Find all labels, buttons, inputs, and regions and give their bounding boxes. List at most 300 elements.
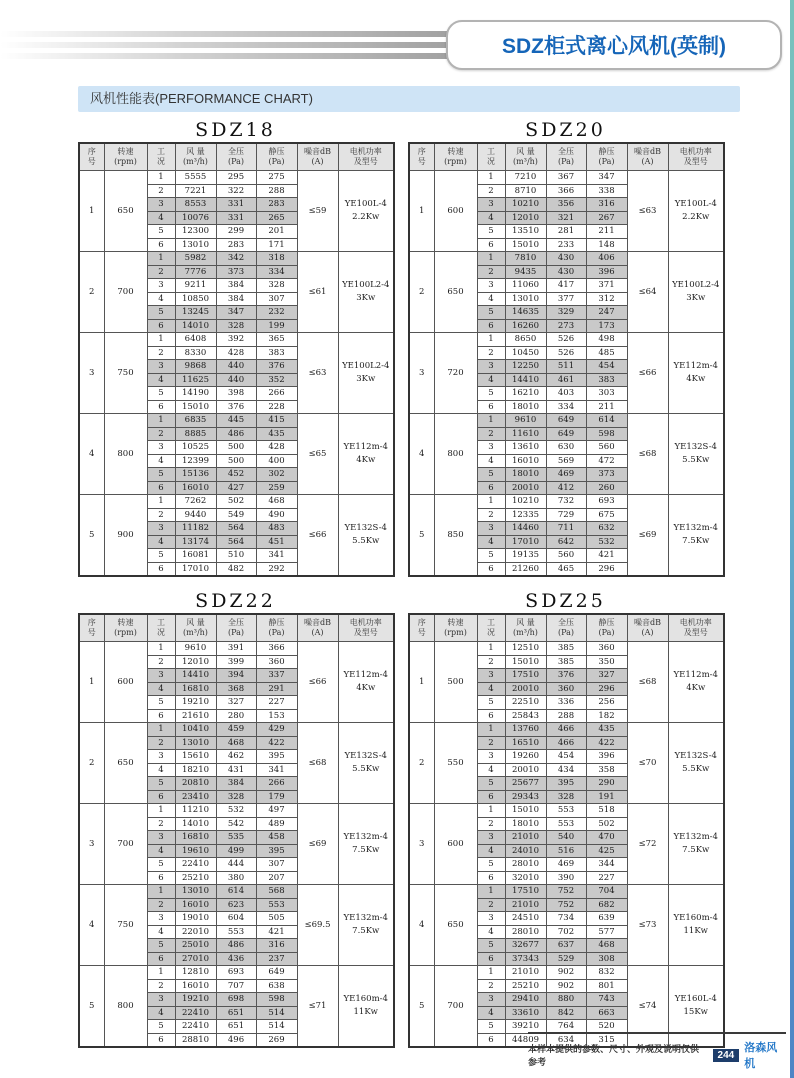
total-pressure-cell: 465	[546, 562, 586, 576]
noise-cell: ≤71	[297, 966, 338, 1048]
airflow-cell: 8650	[505, 333, 546, 347]
condition-cell: 6	[477, 709, 505, 723]
column-header: 静压 (Pa)	[256, 143, 297, 171]
total-pressure-cell: 649	[546, 414, 586, 428]
static-pressure-cell: 260	[586, 481, 627, 495]
total-pressure-cell: 376	[546, 669, 586, 683]
condition-cell: 3	[147, 669, 175, 683]
serial-cell: 1	[79, 642, 104, 723]
total-pressure-cell: 281	[546, 225, 586, 239]
column-header: 序 号	[79, 143, 104, 171]
airflow-cell: 12335	[505, 508, 546, 522]
total-pressure-cell: 651	[216, 1006, 256, 1020]
condition-cell: 4	[477, 844, 505, 858]
static-pressure-cell: 182	[586, 709, 627, 723]
noise-cell: ≤66	[627, 333, 668, 414]
airflow-cell: 12510	[505, 642, 546, 656]
static-pressure-cell: 518	[586, 804, 627, 818]
total-pressure-cell: 734	[546, 912, 586, 926]
motor-cell: YE100L-4 2.2Kw	[668, 171, 724, 252]
condition-cell: 6	[477, 238, 505, 252]
condition-cell: 6	[147, 790, 175, 804]
airflow-cell: 12810	[175, 966, 216, 980]
static-pressure-cell: 421	[586, 549, 627, 563]
condition-cell: 4	[477, 292, 505, 306]
column-header: 静压 (Pa)	[586, 614, 627, 642]
condition-cell: 3	[147, 441, 175, 455]
column-header: 电机功率 及型号	[668, 143, 724, 171]
table-row	[409, 885, 724, 899]
airflow-cell: 17010	[505, 535, 546, 549]
static-pressure-cell: 639	[586, 912, 627, 926]
static-pressure-cell: 435	[256, 427, 297, 441]
total-pressure-cell: 542	[216, 817, 256, 831]
static-pressure-cell: 337	[256, 669, 297, 683]
static-pressure-cell: 532	[586, 535, 627, 549]
airflow-cell: 19260	[505, 750, 546, 764]
airflow-cell: 17510	[505, 885, 546, 899]
static-pressure-cell: 649	[256, 966, 297, 980]
condition-cell: 4	[147, 373, 175, 387]
static-pressure-cell: 266	[256, 387, 297, 401]
condition-cell: 5	[147, 858, 175, 872]
condition-cell: 5	[147, 468, 175, 482]
total-pressure-cell: 752	[546, 898, 586, 912]
condition-cell: 2	[147, 346, 175, 360]
total-pressure-cell: 469	[546, 468, 586, 482]
column-header: 风 量 (m³/h)	[505, 614, 546, 642]
motor-cell: YE132S-4 5.5Kw	[668, 414, 724, 495]
total-pressure-cell: 445	[216, 414, 256, 428]
airflow-cell: 15136	[175, 468, 216, 482]
condition-cell: 1	[477, 966, 505, 980]
airflow-cell: 12010	[505, 211, 546, 225]
airflow-cell: 16510	[505, 736, 546, 750]
static-pressure-cell: 693	[586, 495, 627, 509]
airflow-cell: 14190	[175, 387, 216, 401]
total-pressure-cell: 440	[216, 360, 256, 374]
static-pressure-cell: 288	[256, 184, 297, 198]
condition-cell: 2	[477, 184, 505, 198]
total-pressure-cell: 540	[546, 831, 586, 845]
motor-cell: YE160m-4 11Kw	[338, 966, 394, 1048]
table-row	[409, 171, 724, 185]
total-pressure-cell: 604	[216, 912, 256, 926]
condition-cell: 4	[147, 844, 175, 858]
airflow-cell: 13010	[505, 292, 546, 306]
condition-cell: 5	[477, 939, 505, 953]
static-pressure-cell: 191	[586, 790, 627, 804]
airflow-cell: 7776	[175, 265, 216, 279]
noise-cell: ≤68	[627, 642, 668, 723]
airflow-cell: 16010	[175, 481, 216, 495]
condition-cell: 5	[477, 777, 505, 791]
airflow-cell: 9440	[175, 508, 216, 522]
static-pressure-cell: 514	[256, 1020, 297, 1034]
airflow-cell: 19010	[175, 912, 216, 926]
static-pressure-cell: 312	[586, 292, 627, 306]
static-pressure-cell: 341	[256, 549, 297, 563]
total-pressure-cell: 707	[216, 979, 256, 993]
noise-cell: ≤68	[627, 414, 668, 495]
condition-cell: 4	[477, 211, 505, 225]
static-pressure-cell: 211	[586, 225, 627, 239]
total-pressure-cell: 614	[216, 885, 256, 899]
condition-cell: 3	[477, 360, 505, 374]
airflow-cell: 28010	[505, 858, 546, 872]
total-pressure-cell: 430	[546, 265, 586, 279]
static-pressure-cell: 682	[586, 898, 627, 912]
condition-cell: 6	[477, 871, 505, 885]
static-pressure-cell: 232	[256, 306, 297, 320]
airflow-cell: 25210	[505, 979, 546, 993]
airflow-cell: 25677	[505, 777, 546, 791]
airflow-cell: 20810	[175, 777, 216, 791]
airflow-cell: 15610	[175, 750, 216, 764]
total-pressure-cell: 499	[216, 844, 256, 858]
total-pressure-cell: 482	[216, 562, 256, 576]
airflow-cell: 14410	[505, 373, 546, 387]
motor-cell: YE112m-4 4Kw	[338, 642, 394, 723]
static-pressure-cell: 435	[586, 723, 627, 737]
airflow-cell: 25843	[505, 709, 546, 723]
total-pressure-cell: 500	[216, 454, 256, 468]
airflow-cell: 10410	[175, 723, 216, 737]
column-header: 噪音dB (A)	[627, 143, 668, 171]
static-pressure-cell: 400	[256, 454, 297, 468]
static-pressure-cell: 568	[256, 885, 297, 899]
noise-cell: ≤59	[297, 171, 338, 252]
static-pressure-cell: 296	[586, 562, 627, 576]
static-pressure-cell: 247	[586, 306, 627, 320]
condition-cell: 4	[147, 925, 175, 939]
airflow-cell: 13245	[175, 306, 216, 320]
total-pressure-cell: 693	[216, 966, 256, 980]
total-pressure-cell: 842	[546, 1006, 586, 1020]
total-pressure-cell: 328	[216, 790, 256, 804]
total-pressure-cell: 549	[216, 508, 256, 522]
condition-cell: 2	[147, 655, 175, 669]
total-pressure-cell: 902	[546, 979, 586, 993]
total-pressure-cell: 399	[216, 655, 256, 669]
condition-cell: 5	[477, 306, 505, 320]
column-header: 工 况	[477, 143, 505, 171]
serial-cell: 4	[409, 885, 434, 966]
total-pressure-cell: 752	[546, 885, 586, 899]
condition-cell: 5	[147, 1020, 175, 1034]
motor-cell: YE132m-4 7.5Kw	[668, 495, 724, 577]
airflow-cell: 16010	[175, 898, 216, 912]
static-pressure-cell: 328	[256, 279, 297, 293]
rpm-cell: 900	[104, 495, 147, 577]
static-pressure-cell: 396	[586, 265, 627, 279]
static-pressure-cell: 318	[256, 252, 297, 266]
performance-table	[78, 613, 395, 1048]
airflow-cell: 11625	[175, 373, 216, 387]
airflow-cell: 20010	[505, 763, 546, 777]
condition-cell: 3	[147, 279, 175, 293]
noise-cell: ≤63	[627, 171, 668, 252]
motor-cell: YE112m-4 4Kw	[668, 642, 724, 723]
serial-cell: 4	[79, 885, 104, 966]
table-title: SDZ20	[525, 119, 606, 141]
airflow-cell: 29410	[505, 993, 546, 1007]
table-title: SDZ25	[525, 590, 606, 612]
static-pressure-cell: 577	[586, 925, 627, 939]
rpm-cell: 500	[434, 642, 477, 723]
total-pressure-cell: 368	[216, 682, 256, 696]
total-pressure-cell: 328	[546, 790, 586, 804]
column-header: 序 号	[409, 614, 434, 642]
static-pressure-cell: 396	[586, 750, 627, 764]
condition-cell: 4	[477, 535, 505, 549]
condition-cell: 1	[477, 252, 505, 266]
airflow-cell: 22010	[175, 925, 216, 939]
airflow-cell: 12300	[175, 225, 216, 239]
airflow-cell: 8710	[505, 184, 546, 198]
motor-cell: YE100L2-4 3Kw	[338, 252, 394, 333]
condition-cell: 5	[477, 387, 505, 401]
static-pressure-cell: 383	[586, 373, 627, 387]
table-row	[79, 495, 394, 509]
column-header: 噪音dB (A)	[297, 614, 338, 642]
condition-cell: 4	[477, 682, 505, 696]
static-pressure-cell: 201	[256, 225, 297, 239]
condition-cell: 2	[477, 736, 505, 750]
column-header: 静压 (Pa)	[256, 614, 297, 642]
total-pressure-cell: 280	[216, 709, 256, 723]
static-pressure-cell: 316	[256, 939, 297, 953]
static-pressure-cell: 173	[586, 319, 627, 333]
static-pressure-cell: 179	[256, 790, 297, 804]
condition-cell: 6	[147, 709, 175, 723]
rpm-cell: 550	[434, 723, 477, 804]
condition-cell: 3	[477, 441, 505, 455]
column-header: 工 况	[147, 143, 175, 171]
static-pressure-cell: 207	[256, 871, 297, 885]
static-pressure-cell: 422	[256, 736, 297, 750]
condition-cell: 4	[147, 763, 175, 777]
total-pressure-cell: 322	[216, 184, 256, 198]
column-header: 静压 (Pa)	[586, 143, 627, 171]
condition-cell: 4	[477, 763, 505, 777]
airflow-cell: 5555	[175, 171, 216, 185]
total-pressure-cell: 623	[216, 898, 256, 912]
static-pressure-cell: 502	[586, 817, 627, 831]
airflow-cell: 39210	[505, 1020, 546, 1034]
static-pressure-cell: 505	[256, 912, 297, 926]
condition-cell: 2	[477, 265, 505, 279]
airflow-cell: 16810	[175, 682, 216, 696]
serial-cell: 4	[409, 414, 434, 495]
motor-cell: YE100L2-4 3Kw	[668, 252, 724, 333]
static-pressure-cell: 638	[256, 979, 297, 993]
airflow-cell: 25010	[175, 939, 216, 953]
noise-cell: ≤68	[297, 723, 338, 804]
static-pressure-cell: 237	[256, 952, 297, 966]
airflow-cell: 21610	[175, 709, 216, 723]
static-pressure-cell: 275	[256, 171, 297, 185]
condition-cell: 6	[147, 400, 175, 414]
serial-cell: 5	[409, 966, 434, 1048]
airflow-cell: 12399	[175, 454, 216, 468]
static-pressure-cell: 483	[256, 522, 297, 536]
brand-name: 洛森风机	[744, 1042, 778, 1070]
motor-cell: YE132m-4 7.5Kw	[668, 804, 724, 885]
condition-cell: 5	[147, 939, 175, 953]
total-pressure-cell: 334	[546, 400, 586, 414]
airflow-cell: 6835	[175, 414, 216, 428]
airflow-cell: 29343	[505, 790, 546, 804]
static-pressure-cell: 458	[256, 831, 297, 845]
condition-cell: 1	[147, 414, 175, 428]
total-pressure-cell: 553	[546, 817, 586, 831]
table-row	[79, 885, 394, 899]
column-header: 全压 (Pa)	[546, 614, 586, 642]
condition-cell: 2	[147, 898, 175, 912]
total-pressure-cell: 502	[216, 495, 256, 509]
static-pressure-cell: 365	[256, 333, 297, 347]
static-pressure-cell: 171	[256, 238, 297, 252]
header-row	[79, 614, 394, 642]
total-pressure-cell: 356	[546, 198, 586, 212]
streak-line	[0, 31, 466, 37]
airflow-cell: 13760	[505, 723, 546, 737]
static-pressure-cell: 358	[586, 763, 627, 777]
condition-cell: 6	[477, 952, 505, 966]
total-pressure-cell: 390	[546, 871, 586, 885]
total-pressure-cell: 367	[546, 171, 586, 185]
airflow-cell: 22410	[175, 1006, 216, 1020]
condition-cell: 1	[477, 804, 505, 818]
column-header: 序 号	[409, 143, 434, 171]
total-pressure-cell: 649	[546, 427, 586, 441]
total-pressure-cell: 427	[216, 481, 256, 495]
airflow-cell: 13010	[175, 238, 216, 252]
static-pressure-cell: 371	[586, 279, 627, 293]
total-pressure-cell: 321	[546, 211, 586, 225]
column-header: 噪音dB (A)	[297, 143, 338, 171]
static-pressure-cell: 153	[256, 709, 297, 723]
airflow-cell: 13610	[505, 441, 546, 455]
total-pressure-cell: 283	[216, 238, 256, 252]
condition-cell: 3	[147, 993, 175, 1007]
static-pressure-cell: 472	[586, 454, 627, 468]
table-row	[79, 966, 394, 980]
airflow-cell: 14010	[175, 817, 216, 831]
static-pressure-cell: 428	[256, 441, 297, 455]
motor-cell: YE132S-4 5.5Kw	[668, 723, 724, 804]
condition-cell: 5	[147, 696, 175, 710]
condition-cell: 4	[147, 292, 175, 306]
static-pressure-cell: 227	[256, 696, 297, 710]
airflow-cell: 10210	[505, 495, 546, 509]
static-pressure-cell: 663	[586, 1006, 627, 1020]
total-pressure-cell: 732	[546, 495, 586, 509]
total-pressure-cell: 516	[546, 844, 586, 858]
condition-cell: 3	[147, 912, 175, 926]
total-pressure-cell: 535	[216, 831, 256, 845]
table-section-sdz25	[408, 591, 723, 1048]
airflow-cell: 16010	[175, 979, 216, 993]
rpm-cell: 600	[434, 804, 477, 885]
static-pressure-cell: 347	[586, 171, 627, 185]
condition-cell: 5	[147, 549, 175, 563]
static-pressure-cell: 383	[256, 346, 297, 360]
airflow-cell: 6408	[175, 333, 216, 347]
total-pressure-cell: 395	[546, 777, 586, 791]
airflow-cell: 19210	[175, 993, 216, 1007]
noise-cell: ≤63	[297, 333, 338, 414]
static-pressure-cell: 256	[586, 696, 627, 710]
static-pressure-cell: 360	[586, 642, 627, 656]
total-pressure-cell: 466	[546, 736, 586, 750]
airflow-cell: 20010	[505, 682, 546, 696]
column-header: 序 号	[79, 614, 104, 642]
total-pressure-cell: 431	[216, 763, 256, 777]
noise-cell: ≤66	[297, 495, 338, 577]
static-pressure-cell: 283	[256, 198, 297, 212]
static-pressure-cell: 296	[586, 682, 627, 696]
column-header: 全压 (Pa)	[216, 614, 256, 642]
column-header: 电机功率 及型号	[338, 143, 394, 171]
static-pressure-cell: 560	[586, 441, 627, 455]
rpm-cell: 650	[434, 885, 477, 966]
rpm-cell: 600	[434, 171, 477, 252]
column-header: 工 况	[477, 614, 505, 642]
noise-cell: ≤72	[627, 804, 668, 885]
condition-cell: 1	[147, 804, 175, 818]
total-pressure-cell: 288	[546, 709, 586, 723]
static-pressure-cell: 269	[256, 1033, 297, 1047]
airflow-cell: 19135	[505, 549, 546, 563]
condition-cell: 3	[477, 912, 505, 926]
table-row	[79, 804, 394, 818]
table-row	[79, 171, 394, 185]
noise-cell: ≤66	[297, 642, 338, 723]
condition-cell: 6	[147, 319, 175, 333]
performance-table	[408, 142, 725, 577]
rpm-cell: 650	[104, 171, 147, 252]
condition-cell: 6	[147, 952, 175, 966]
column-header: 电机功率 及型号	[338, 614, 394, 642]
motor-cell: YE132S-4 5.5Kw	[338, 495, 394, 577]
airflow-cell: 21010	[505, 831, 546, 845]
static-pressure-cell: 415	[256, 414, 297, 428]
total-pressure-cell: 327	[216, 696, 256, 710]
total-pressure-cell: 642	[546, 535, 586, 549]
total-pressure-cell: 444	[216, 858, 256, 872]
total-pressure-cell: 902	[546, 966, 586, 980]
static-pressure-cell: 498	[586, 333, 627, 347]
static-pressure-cell: 429	[256, 723, 297, 737]
table-row	[79, 414, 394, 428]
airflow-cell: 18010	[505, 400, 546, 414]
condition-cell: 2	[477, 898, 505, 912]
total-pressure-cell: 526	[546, 333, 586, 347]
serial-cell: 3	[79, 333, 104, 414]
airflow-cell: 21010	[505, 966, 546, 980]
condition-cell: 1	[147, 885, 175, 899]
static-pressure-cell: 376	[256, 360, 297, 374]
serial-cell: 2	[79, 252, 104, 333]
rpm-cell: 700	[104, 252, 147, 333]
condition-cell: 6	[477, 1033, 505, 1047]
condition-cell: 2	[147, 184, 175, 198]
total-pressure-cell: 496	[216, 1033, 256, 1047]
static-pressure-cell: 598	[256, 993, 297, 1007]
airflow-cell: 20010	[505, 481, 546, 495]
